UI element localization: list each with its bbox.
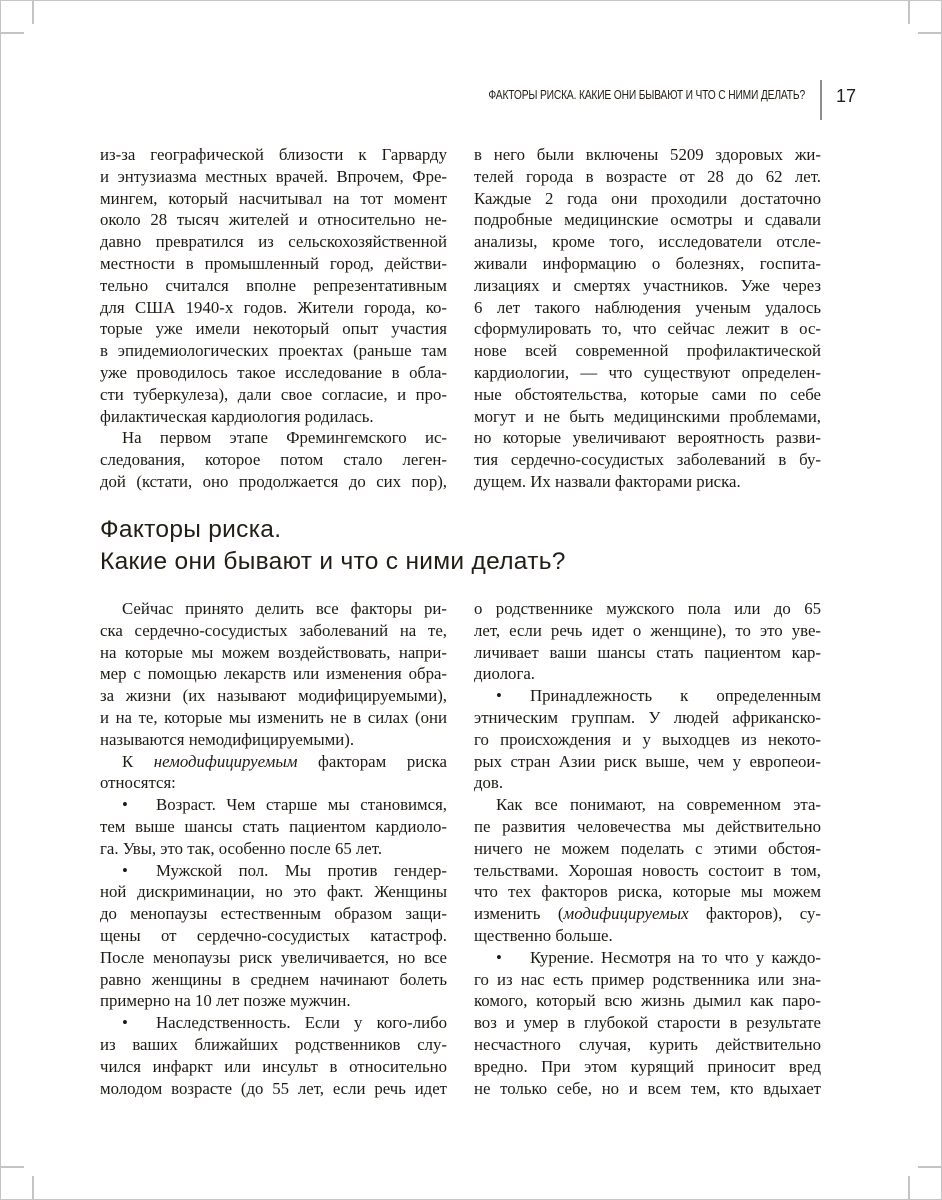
section-heading-line: Факторы риска.	[100, 516, 282, 543]
text-line: из-за географической близости к Гарварду	[100, 145, 447, 164]
text-fragment: Наследственность. Если у кого-либо	[156, 1013, 447, 1033]
text-line: около 28 тысяч жителей и относительно не-	[100, 210, 447, 230]
crop-mark	[32, 0, 34, 24]
bullet-icon: •	[496, 947, 502, 967]
text-line: На первом этапе Фремингемского ис-	[122, 428, 447, 448]
text-line	[474, 685, 821, 707]
text-line: лет, если речь идет о женщине), то это уве-	[474, 620, 821, 640]
text-fragment: факторов), су-	[688, 904, 822, 924]
text-line: нове всей современной профилактической	[474, 341, 821, 361]
text-line: рых стран Азии риск выше, чем у европеои-	[474, 751, 821, 771]
paragraph	[474, 144, 821, 493]
paragraph	[100, 144, 447, 427]
text-fragment: Мужской пол. Мы против гендер-	[156, 860, 447, 880]
crop-mark	[918, 1166, 942, 1168]
crop-mark	[0, 0, 942, 1]
crop-mark	[0, 0, 1, 1200]
text-line: щены от сердечно-сосудистых катастроф.	[100, 925, 447, 945]
text-line: несчастного случая, курить действительно	[474, 1034, 821, 1054]
paragraph	[100, 427, 447, 492]
text-line: пе развития человечества мы действительно	[474, 816, 821, 836]
text-line: относятся:	[100, 773, 176, 793]
text-line	[100, 794, 447, 816]
emphasis-term: модифицируемых	[563, 904, 689, 924]
text-line: тельствами. Хорошая новость состоит в том,	[474, 860, 821, 880]
crop-mark	[0, 1166, 24, 1168]
text-line: могут и не быть медицинскими проблемами,	[474, 406, 821, 426]
bullet-icon: •	[122, 1013, 128, 1033]
header-divider	[820, 80, 822, 120]
text-line: живали информацию о болезнях, госпита-	[474, 253, 821, 273]
text-line: торые уже имели некоторый опыт участия	[100, 319, 447, 339]
text-line: дущем. Их назвали факторами риска.	[474, 471, 741, 491]
list-item-smoking	[474, 947, 821, 1100]
running-header-title: ФАКТОРЫ РИСКА. КАКИЕ ОНИ БЫВАЮТ И ЧТО С НИМИ ДЕЛАТЬ?	[488, 88, 805, 102]
text-line: из ваших ближайших родственников слу-	[100, 1034, 447, 1054]
text-line: что тех факторов риска, которые мы можем	[474, 882, 821, 902]
text-fragment: Возраст. Чем старше мы становимся,	[156, 795, 447, 815]
text-line	[100, 1012, 447, 1034]
bullet-icon: •	[122, 795, 128, 815]
text-line: местности в промышленный город, действи-	[100, 253, 447, 273]
text-fragment: Курение. Несмотря на то что у каждо-	[530, 947, 821, 967]
page-number: 17	[836, 86, 857, 106]
list-item-age	[100, 794, 447, 859]
text-line: личивает ваши шансы стать пациентом кар-	[474, 642, 821, 662]
emphasis-term: немодифицируемым	[153, 751, 298, 771]
text-fragment: изменить (	[474, 904, 564, 924]
paragraph	[474, 598, 821, 685]
text-line: лизациях и смертях участников. Уже через	[474, 275, 821, 295]
text-line	[474, 947, 821, 969]
text-line: давно превратился из сельскохозяйственной	[100, 232, 447, 252]
text-line: телей города в возрасте от 28 до 62 лет.	[474, 166, 821, 186]
text-line: в него были включены 5209 здоровых жи-	[474, 145, 821, 164]
text-line: сформулировать то, что сейчас лежит в ос-	[474, 319, 821, 339]
bottom-right-column	[474, 598, 821, 1099]
text-line: не только себе, но и всем тем, кто вдыхает	[474, 1078, 821, 1098]
text-line	[100, 751, 447, 773]
text-line: за жизни (их называют модифицируемыми),	[100, 686, 447, 706]
text-line: сти туберкулеза), дали свое согласие, и про-	[100, 384, 447, 404]
list-item-heredity	[100, 1012, 447, 1099]
text-line: ска сердечно-сосудистых заболеваний на те,	[100, 620, 447, 640]
crop-mark	[908, 1176, 910, 1200]
text-line: комого, который всю жизнь дымил как паро-	[474, 991, 821, 1011]
text-line: Сейчас принято делить все факторы ри-	[122, 599, 447, 618]
text-line	[474, 903, 821, 925]
top-right-column	[474, 144, 821, 493]
section-heading-line: Какие они бывают и что с ними делать?	[100, 548, 566, 575]
text-line: анализы, кроме того, исследователи отсле-	[474, 232, 821, 252]
text-line: этническим группам. У людей африканско-	[474, 707, 821, 727]
text-line: Каждые 2 года они проходили достаточно	[474, 188, 821, 208]
text-line: го происхождения и у выходцев из некото-	[474, 729, 821, 749]
text-line: ничего не можем поделать с этими обстоя-	[474, 838, 821, 858]
text-fragment: К	[122, 751, 134, 771]
text-fragment: Принадлежность к определенным	[530, 686, 821, 706]
text-line: молодом возрасте (до 55 лет, если речь идет	[100, 1078, 447, 1098]
text-line: для США 1940-х годов. Жители города, ко-	[100, 297, 447, 317]
text-line: воз и умер в глубокой старости в результате	[474, 1013, 821, 1033]
bullet-icon: •	[496, 686, 502, 706]
text-line: Как все понимают, на современном эта-	[496, 795, 821, 815]
list-item-ethnicity	[474, 685, 821, 794]
bullet-icon: •	[122, 860, 128, 880]
text-line: дой (кстати, оно продолжается до сих пор),	[100, 471, 447, 491]
text-line: тельно считался вполне репрезентативным	[100, 275, 447, 295]
text-line: и энтузиазма местных врачей. Впрочем, Фре-	[100, 166, 447, 186]
text-line: следования, которое потом стало леген-	[100, 450, 447, 470]
text-line: филактическая кардиология родилась.	[100, 406, 374, 426]
text-line: диолога.	[474, 664, 535, 684]
text-line: чился инфаркт или инсульт в относительно	[100, 1056, 447, 1076]
crop-mark	[32, 1176, 34, 1200]
text-line: вредно. При этом курящий приносит вред	[474, 1056, 821, 1076]
text-line: уже проводилось такое исследование в обла-	[100, 362, 447, 382]
text-line: в эпидемиологических проектах (раньше там	[100, 341, 447, 361]
crop-mark	[908, 0, 910, 24]
text-line: называются немодифицируемыми).	[100, 729, 355, 749]
text-line: го из нас есть пример родственника или зна-	[474, 969, 821, 989]
paragraph	[474, 794, 821, 947]
text-line: тия сердечно-сосудистых заболеваний в бу-	[474, 450, 821, 470]
text-line: и на те, которые мы изменить не в силах (они	[100, 707, 447, 727]
text-line	[100, 860, 447, 882]
text-line: но которые увеличивают вероятность разви-	[474, 428, 821, 448]
text-line: на которые мы можем воздействовать, напри-	[100, 642, 447, 662]
paragraph	[100, 751, 447, 795]
text-line: мер с помощью лекарств или изменения обра-	[100, 664, 447, 684]
text-line: кардиологии, — что существуют определен-	[474, 362, 821, 382]
text-line: га. Увы, это так, особенно после 65 лет.	[100, 838, 383, 858]
text-line: о родственнике мужского пола или до 65	[474, 599, 821, 618]
text-line: дов.	[474, 773, 504, 793]
text-line: равно женщины в среднем начинают болеть	[100, 969, 447, 989]
section-heading	[100, 514, 566, 578]
text-line: примерно на 10 лет позже мужчин.	[100, 991, 351, 1011]
top-left-column	[100, 144, 447, 493]
crop-mark	[0, 32, 24, 34]
text-fragment: факторам риска	[318, 751, 447, 771]
crop-mark	[918, 32, 942, 34]
list-item-male-sex	[100, 860, 447, 1013]
text-line: ной дискриминации, но это факт. Женщины	[100, 882, 447, 902]
text-line: мингем, который насчитывал на тот момент	[100, 188, 447, 208]
text-line: 6 лет такого наблюдения ученым удалось	[474, 297, 821, 317]
text-line: щественно больше.	[474, 925, 613, 945]
text-line: до менопаузы естественным образом защи-	[100, 904, 447, 924]
text-line: подробные медицинские осмотры и сдавали	[474, 210, 821, 230]
text-line: ные обстоятельства, которые сами по себе	[474, 384, 821, 404]
text-line: После менопаузы риск увеличивается, но все	[100, 947, 447, 967]
paragraph	[100, 598, 447, 751]
bottom-left-column	[100, 598, 447, 1099]
text-line: тем выше шансы стать пациентом кардиоло-	[100, 816, 447, 836]
